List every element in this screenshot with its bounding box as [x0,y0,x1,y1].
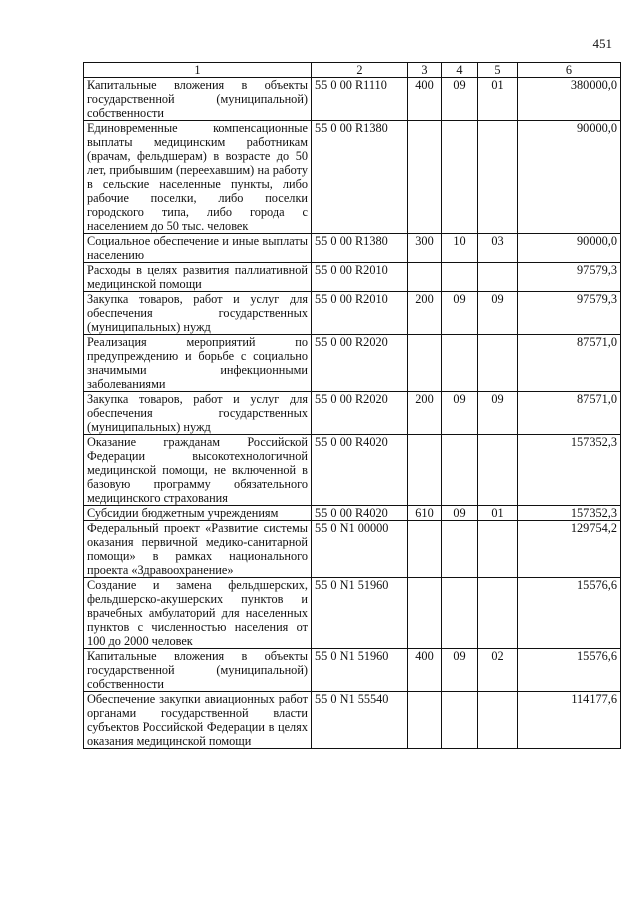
column-header: 4 [442,63,478,78]
amount: 157352,3 [518,435,621,506]
row-name: Расходы в целях развития паллиативной медицинской помощи [84,263,312,292]
subsection-code: 02 [478,649,518,692]
subsection-code [478,335,518,392]
amount: 157352,3 [518,506,621,521]
amount: 380000,0 [518,78,621,121]
subsection-code [478,121,518,234]
target-article-code: 55 0 00 R4020 [312,506,408,521]
section-code [442,435,478,506]
section-code [442,263,478,292]
table-row [84,292,621,335]
table-row [84,234,621,263]
table-row [84,335,621,392]
subsection-code [478,692,518,749]
expense-type [408,263,442,292]
row-name: Оказание гражданам Российской Федерации высокотехнологичной медицинской помощи, не включенной в базовую программу обязательного медицинского страхования [84,435,312,506]
column-header: 1 [84,63,312,78]
table-row [84,506,621,521]
page-number: 451 [592,36,612,51]
subsection-code [478,263,518,292]
expense-type: 200 [408,292,442,335]
row-name: Субсидии бюджетным учреждениям [84,506,312,521]
row-name: Обеспечение закупки авиационных работ органами государственной власти субъектов Российской Федерации в целях оказания медицинской помощи [84,692,312,749]
subsection-code: 09 [478,292,518,335]
section-code [442,335,478,392]
expense-type [408,521,442,578]
expense-type: 400 [408,649,442,692]
row-name: Социальное обеспечение и иные выплаты населению [84,234,312,263]
table-row [84,435,621,506]
amount: 129754,2 [518,521,621,578]
table-row [84,578,621,649]
row-name: Капитальные вложения в объекты государственной (муниципальной) собственности [84,649,312,692]
section-code [442,121,478,234]
amount: 87571,0 [518,392,621,435]
amount: 15576,6 [518,649,621,692]
subsection-code: 01 [478,506,518,521]
row-name: Закупка товаров, работ и услуг для обеспечения государственных (муниципальных) нужд [84,392,312,435]
column-header: 3 [408,63,442,78]
expense-type [408,692,442,749]
section-code: 09 [442,506,478,521]
target-article-code: 55 0 N1 51960 [312,649,408,692]
column-header: 6 [518,63,621,78]
amount: 15576,6 [518,578,621,649]
section-code [442,578,478,649]
amount: 114177,6 [518,692,621,749]
expense-type: 400 [408,78,442,121]
column-header: 2 [312,63,408,78]
target-article-code: 55 0 00 R1380 [312,121,408,234]
subsection-code: 03 [478,234,518,263]
subsection-code [478,578,518,649]
section-code: 09 [442,78,478,121]
target-article-code: 55 0 00 R2020 [312,392,408,435]
expense-type [408,435,442,506]
expense-type: 300 [408,234,442,263]
row-name: Создание и замена фельдшерских, фельдшерско-акушерских пунктов и врачебных амбулаторий для населенных пунктов с численностью населения от 100 до 2000 человек [84,578,312,649]
section-code: 09 [442,392,478,435]
table-row [84,78,621,121]
subsection-code [478,435,518,506]
target-article-code: 55 0 N1 00000 [312,521,408,578]
subsection-code: 09 [478,392,518,435]
section-code [442,692,478,749]
amount: 90000,0 [518,234,621,263]
target-article-code: 55 0 00 R4020 [312,435,408,506]
target-article-code: 55 0 00 R2020 [312,335,408,392]
section-code [442,521,478,578]
target-article-code: 55 0 N1 55540 [312,692,408,749]
row-name: Единовременные компенсационные выплаты медицинским работникам (врачам, фельдшерам) в возрасте до 50 лет, прибывшим (переехавшим) на работу в сельские населенные пункты, либо рабочие поселки, либо поселки городского типа, либо города с населением до 50 тыс. человек [84,121,312,234]
table-row [84,649,621,692]
expense-type [408,578,442,649]
subsection-code: 01 [478,78,518,121]
target-article-code: 55 0 00 R1380 [312,234,408,263]
row-name: Федеральный проект «Развитие системы оказания первичной медико-санитарной помощи» в рамках национального проекта «Здравоохранение» [84,521,312,578]
amount: 97579,3 [518,263,621,292]
section-code: 09 [442,292,478,335]
section-code: 09 [442,649,478,692]
expense-type: 610 [408,506,442,521]
table-row [84,392,621,435]
target-article-code: 55 0 00 R1110 [312,78,408,121]
row-name: Реализация мероприятий по предупреждению и борьбе с социально значимыми инфекционными заболеваниями [84,335,312,392]
expense-type [408,121,442,234]
amount: 87571,0 [518,335,621,392]
target-article-code: 55 0 00 R2010 [312,292,408,335]
expense-type [408,335,442,392]
table-row [84,521,621,578]
amount: 97579,3 [518,292,621,335]
budget-table [83,62,621,749]
expense-type: 200 [408,392,442,435]
table-row [84,692,621,749]
target-article-code: 55 0 00 R2010 [312,263,408,292]
target-article-code: 55 0 N1 51960 [312,578,408,649]
table-row [84,263,621,292]
subsection-code [478,521,518,578]
row-name: Капитальные вложения в объекты государственной (муниципальной) собственности [84,78,312,121]
column-header: 5 [478,63,518,78]
row-name: Закупка товаров, работ и услуг для обеспечения государственных (муниципальных) нужд [84,292,312,335]
section-code: 10 [442,234,478,263]
table-row [84,121,621,234]
amount: 90000,0 [518,121,621,234]
table-header-row [84,63,621,78]
